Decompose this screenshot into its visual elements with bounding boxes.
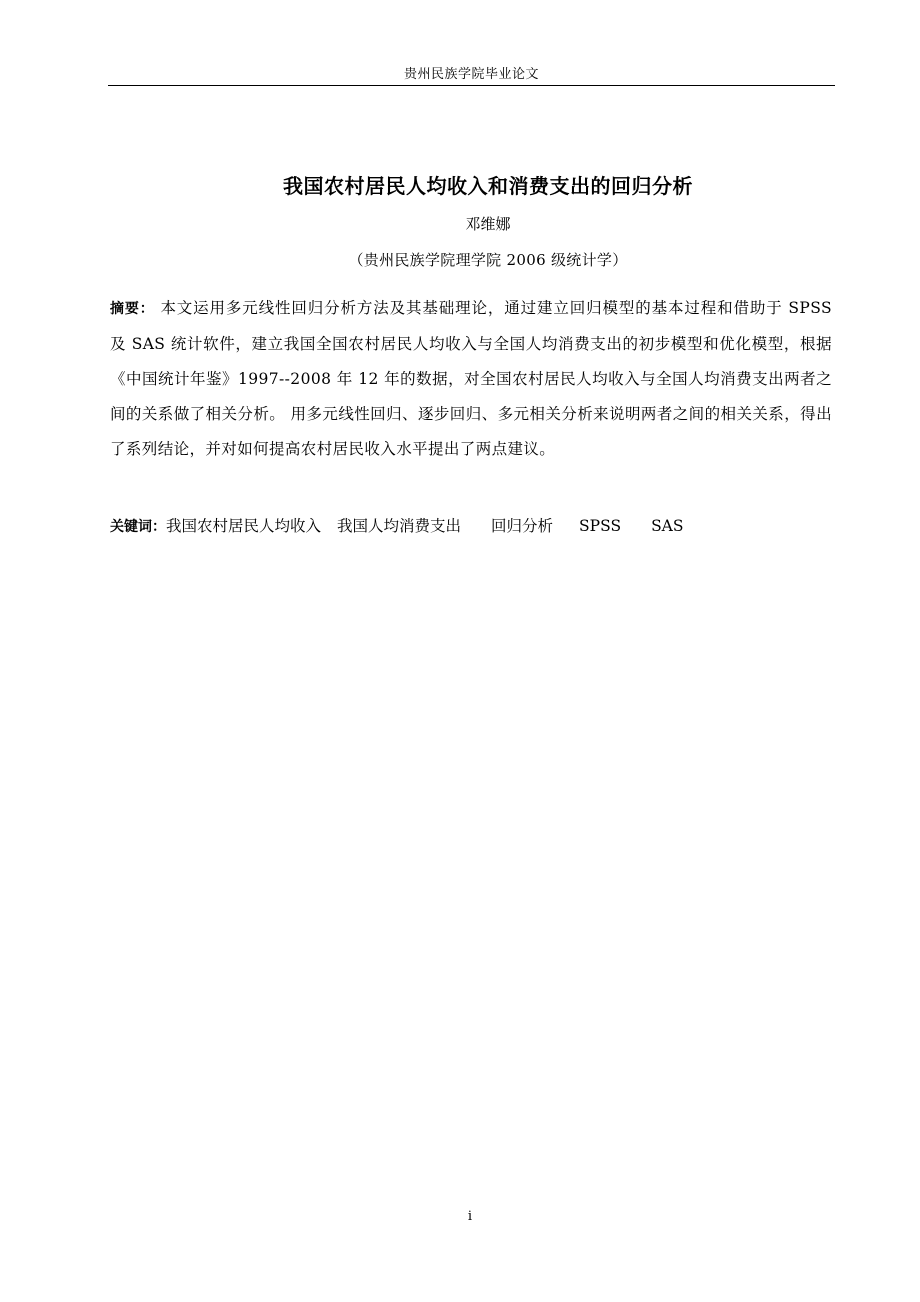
- author-affiliation: （贵州民族学院理学院 2006 级统计学）: [348, 251, 628, 269]
- keyword: SAS: [651, 517, 684, 535]
- paper-title: 我国农村居民人均收入和消费支出的回归分析: [283, 174, 693, 198]
- author-name: 邓维娜: [465, 215, 511, 233]
- abstract-label: 摘要：: [110, 301, 155, 317]
- keyword: 我国人均消费支出: [337, 517, 462, 535]
- keywords-label: 关键词：: [110, 519, 166, 535]
- header-divider: [108, 85, 835, 86]
- page-number: i: [467, 1209, 473, 1224]
- keywords: [110, 514, 832, 536]
- running-header: 贵州民族学院毕业论文: [403, 67, 539, 82]
- abstract-text: 本文运用多元线性回归分析方法及其基础理论，通过建立回归模型的基本过程和借助于 SPSS 及 SAS 统计软件，建立我国全国农村居民人均收入与全国人均消费支出的初步模型和优化模型，根据《中国统计年鉴》1997--2008 年 12 年的数据，对全国农村居民人均收入与全国人均消费支出两者之间的关系做了相关分析。 用多元线性回归、逐步回归、多元相关分析来说明两者之间的相关关系，得出了系列结论，并对如何提高农村居民收入水平提出了两点建议。: [110, 299, 833, 458]
- keyword: SPSS: [579, 517, 622, 535]
- abstract: [110, 291, 832, 467]
- keyword: 回归分析: [491, 517, 554, 535]
- keyword: 我国农村居民人均收入: [166, 517, 322, 535]
